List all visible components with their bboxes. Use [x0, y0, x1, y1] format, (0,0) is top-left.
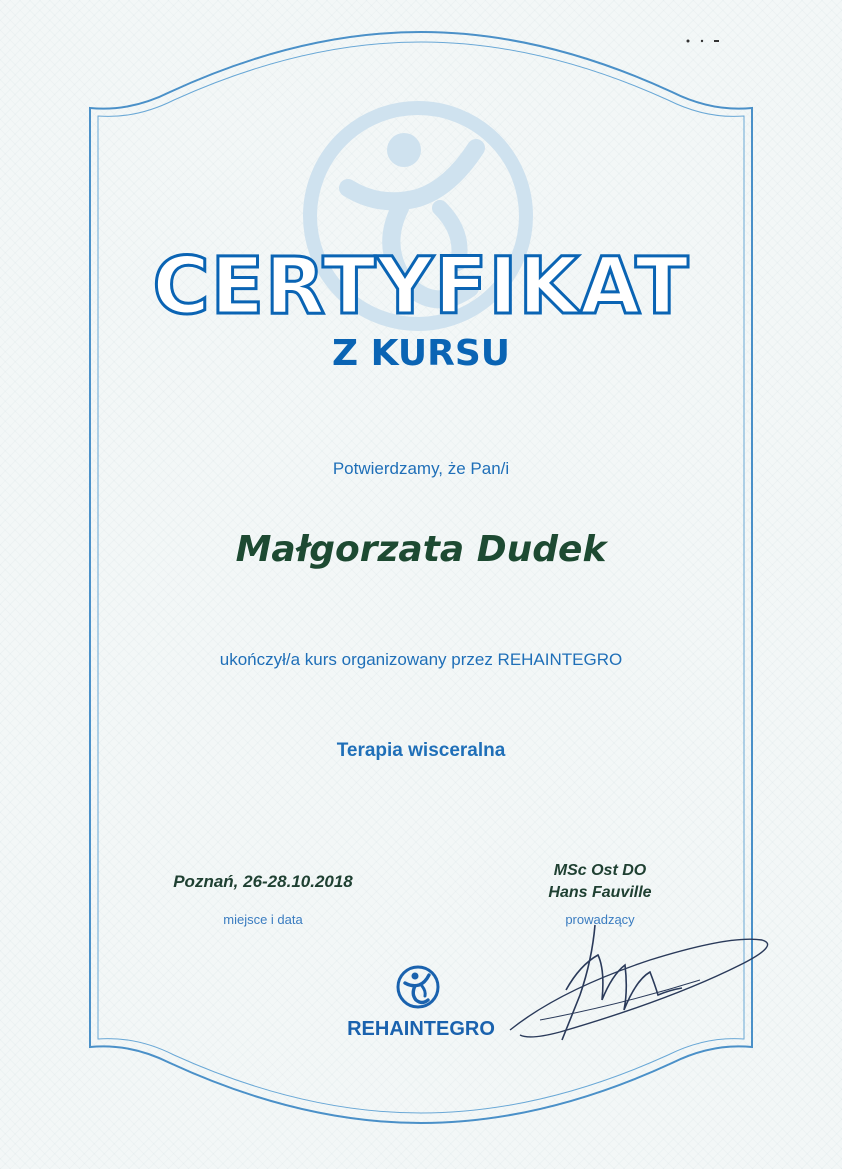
confirmation-text: Potwierdzamy, że Pan/i — [332, 459, 510, 478]
instructor-label: prowadzący — [565, 912, 635, 927]
course-name: Terapia wisceralna — [336, 740, 506, 761]
scan-specks — [680, 36, 730, 46]
instructor-name: Hans Fauville — [548, 884, 652, 901]
completion-text: ukończył/a kurs organizowany przez REHAINTEGRO — [219, 650, 623, 669]
instructor-block — [470, 860, 730, 904]
place-date: Poznań, 26-28.10.2018 — [173, 872, 353, 891]
instructor-title: MSc Ost DO — [553, 862, 647, 879]
rehaintegro-logo-icon — [395, 964, 441, 1010]
recipient-name: Małgorzata Dudek — [235, 529, 607, 570]
rehaintegro-logo-text: REHAINTEGRO — [347, 1018, 495, 1040]
certificate-title: CERTYFIKAT — [152, 242, 690, 332]
certificate-subtitle: Z KURSU — [331, 333, 510, 374]
place-date-label: miejsce i data — [223, 912, 303, 927]
